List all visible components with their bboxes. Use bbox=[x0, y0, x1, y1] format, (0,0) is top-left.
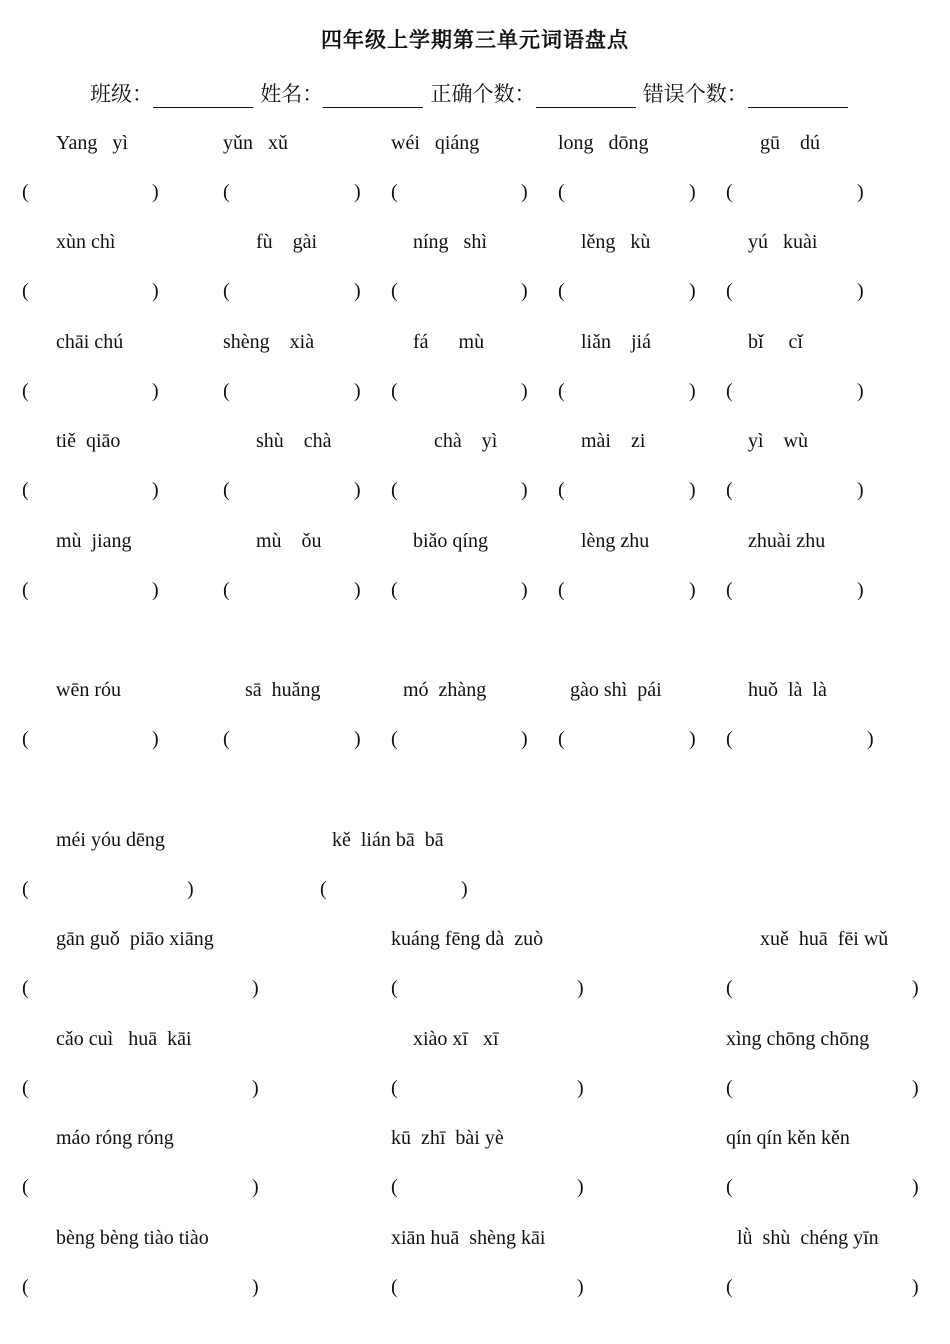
pinyin-prompt: fù gài bbox=[256, 231, 318, 253]
pinyin-prompt: Yang yì bbox=[56, 132, 128, 154]
pinyin-prompt: máo róng róng bbox=[56, 1127, 174, 1149]
pinyin-prompt: zhuài zhu bbox=[748, 530, 826, 552]
pinyin-prompt: biǎo qíng bbox=[413, 530, 488, 552]
pinyin-prompt: yì wù bbox=[748, 430, 808, 452]
pinyin-prompt: shù chà bbox=[256, 430, 332, 452]
answer-open-paren: ( bbox=[391, 181, 398, 203]
answer-blank[interactable] bbox=[32, 181, 150, 205]
answer-open-paren: ( bbox=[391, 280, 398, 302]
answer-open-paren: ( bbox=[558, 479, 565, 501]
answer-close-paren: ) bbox=[521, 728, 528, 750]
answer-close-paren: ) bbox=[354, 181, 361, 203]
answer-close-paren: ) bbox=[912, 977, 919, 999]
answer-blank[interactable] bbox=[233, 479, 352, 503]
answer-blank[interactable] bbox=[401, 977, 575, 1001]
answer-close-paren: ) bbox=[577, 1276, 584, 1298]
name-label: 姓名： bbox=[260, 82, 324, 106]
answer-blank[interactable] bbox=[401, 728, 519, 752]
wrong-count-label: 错误个数： bbox=[642, 82, 748, 106]
pinyin-prompt: xiào xī xī bbox=[413, 1028, 499, 1050]
pinyin-prompt: kū zhī bài yè bbox=[391, 1127, 504, 1149]
answer-open-paren: ( bbox=[22, 1077, 29, 1099]
answer-close-paren: ) bbox=[912, 1176, 919, 1198]
pinyin-prompt: xuě huā fēi wǔ bbox=[760, 928, 889, 950]
answer-open-paren: ( bbox=[726, 380, 733, 402]
pinyin-prompt: bǐ cǐ bbox=[748, 331, 803, 353]
pinyin-prompt: gū dú bbox=[760, 132, 820, 154]
answer-blank[interactable] bbox=[736, 977, 910, 1001]
answer-close-paren: ) bbox=[857, 280, 864, 302]
pinyin-prompt: cǎo cuì huā kāi bbox=[56, 1028, 192, 1050]
answer-open-paren: ( bbox=[22, 280, 29, 302]
answer-close-paren: ) bbox=[187, 878, 194, 900]
answer-close-paren: ) bbox=[521, 579, 528, 601]
answer-blank[interactable] bbox=[736, 380, 855, 404]
answer-open-paren: ( bbox=[223, 579, 230, 601]
answer-open-paren: ( bbox=[223, 280, 230, 302]
pinyin-prompt: gào shì pái bbox=[570, 679, 662, 701]
pinyin-prompt: mù ǒu bbox=[256, 530, 322, 552]
answer-close-paren: ) bbox=[152, 579, 159, 601]
answer-open-paren: ( bbox=[391, 579, 398, 601]
answer-close-paren: ) bbox=[152, 479, 159, 501]
pinyin-prompt: yú kuài bbox=[748, 231, 818, 253]
answer-blank[interactable] bbox=[233, 380, 352, 404]
wrong-count-field[interactable] bbox=[748, 79, 848, 108]
student-info-header bbox=[90, 78, 850, 108]
pinyin-prompt: níng shì bbox=[413, 231, 487, 253]
answer-close-paren: ) bbox=[461, 878, 468, 900]
pinyin-prompt: tiě qiāo bbox=[56, 430, 121, 452]
answer-blank[interactable] bbox=[568, 728, 687, 752]
answer-close-paren: ) bbox=[152, 728, 159, 750]
answer-close-paren: ) bbox=[152, 280, 159, 302]
answer-close-paren: ) bbox=[354, 728, 361, 750]
answer-close-paren: ) bbox=[252, 1176, 259, 1198]
answer-open-paren: ( bbox=[726, 579, 733, 601]
answer-open-paren: ( bbox=[391, 380, 398, 402]
answer-open-paren: ( bbox=[558, 380, 565, 402]
answer-close-paren: ) bbox=[912, 1077, 919, 1099]
answer-blank[interactable] bbox=[401, 579, 519, 603]
pinyin-prompt: lèng zhu bbox=[581, 530, 650, 552]
answer-blank[interactable] bbox=[736, 579, 855, 603]
answer-blank[interactable] bbox=[568, 280, 687, 304]
answer-open-paren: ( bbox=[22, 1176, 29, 1198]
correct-count-label: 正确个数： bbox=[430, 82, 536, 106]
pinyin-prompt: gān guǒ piāo xiāng bbox=[56, 928, 214, 950]
answer-close-paren: ) bbox=[354, 280, 361, 302]
answer-close-paren: ) bbox=[857, 479, 864, 501]
answer-blank[interactable] bbox=[736, 280, 855, 304]
answer-close-paren: ) bbox=[689, 579, 696, 601]
pinyin-prompt: fá mù bbox=[413, 331, 485, 353]
pinyin-prompt: yǔn xǔ bbox=[223, 132, 288, 154]
pinyin-prompt: chà yì bbox=[434, 430, 498, 452]
pinyin-prompt: chāi chú bbox=[56, 331, 124, 353]
pinyin-prompt: shèng xià bbox=[223, 331, 315, 353]
answer-open-paren: ( bbox=[22, 380, 29, 402]
answer-close-paren: ) bbox=[689, 728, 696, 750]
answer-open-paren: ( bbox=[320, 878, 327, 900]
answer-open-paren: ( bbox=[726, 280, 733, 302]
name-field[interactable] bbox=[323, 79, 423, 108]
answer-blank[interactable] bbox=[32, 878, 185, 902]
answer-close-paren: ) bbox=[354, 579, 361, 601]
answer-close-paren: ) bbox=[521, 479, 528, 501]
answer-blank[interactable] bbox=[233, 181, 352, 205]
answer-blank[interactable] bbox=[736, 479, 855, 503]
answer-blank[interactable] bbox=[401, 1077, 575, 1101]
answer-open-paren: ( bbox=[22, 977, 29, 999]
answer-blank[interactable] bbox=[32, 728, 150, 752]
answer-open-paren: ( bbox=[726, 1176, 733, 1198]
answer-blank[interactable] bbox=[736, 728, 865, 752]
answer-open-paren: ( bbox=[558, 280, 565, 302]
answer-close-paren: ) bbox=[867, 728, 874, 750]
correct-count-field[interactable] bbox=[536, 79, 636, 108]
answer-close-paren: ) bbox=[252, 1077, 259, 1099]
pinyin-prompt: liǎn jiá bbox=[581, 331, 651, 353]
answer-open-paren: ( bbox=[558, 181, 565, 203]
answer-open-paren: ( bbox=[22, 878, 29, 900]
answer-open-paren: ( bbox=[22, 579, 29, 601]
answer-blank[interactable] bbox=[401, 181, 519, 205]
answer-open-paren: ( bbox=[726, 1077, 733, 1099]
answer-open-paren: ( bbox=[223, 728, 230, 750]
answer-close-paren: ) bbox=[252, 977, 259, 999]
answer-blank[interactable] bbox=[330, 878, 459, 902]
answer-blank[interactable] bbox=[736, 1276, 910, 1300]
answer-open-paren: ( bbox=[391, 479, 398, 501]
answer-open-paren: ( bbox=[726, 728, 733, 750]
answer-blank[interactable] bbox=[401, 280, 519, 304]
answer-close-paren: ) bbox=[354, 479, 361, 501]
answer-close-paren: ) bbox=[152, 380, 159, 402]
answer-blank[interactable] bbox=[568, 579, 687, 603]
answer-close-paren: ) bbox=[912, 1276, 919, 1298]
pinyin-prompt: mó zhàng bbox=[403, 679, 487, 701]
answer-blank[interactable] bbox=[401, 380, 519, 404]
answer-open-paren: ( bbox=[223, 380, 230, 402]
pinyin-prompt: wéi qiáng bbox=[391, 132, 480, 154]
pinyin-prompt: long dōng bbox=[558, 132, 649, 154]
answer-close-paren: ) bbox=[857, 181, 864, 203]
answer-blank[interactable] bbox=[736, 1176, 910, 1200]
pinyin-prompt: mù jiang bbox=[56, 530, 132, 552]
answer-blank[interactable] bbox=[736, 181, 855, 205]
answer-close-paren: ) bbox=[152, 181, 159, 203]
answer-blank[interactable] bbox=[736, 1077, 910, 1101]
answer-open-paren: ( bbox=[223, 181, 230, 203]
answer-open-paren: ( bbox=[391, 1176, 398, 1198]
answer-close-paren: ) bbox=[521, 380, 528, 402]
answer-open-paren: ( bbox=[391, 977, 398, 999]
pinyin-prompt: xiān huā shèng kāi bbox=[391, 1227, 546, 1249]
worksheet-title: 四年级上学期第三单元词语盘点 bbox=[321, 28, 629, 52]
answer-open-paren: ( bbox=[223, 479, 230, 501]
answer-close-paren: ) bbox=[577, 1176, 584, 1198]
answer-close-paren: ) bbox=[252, 1276, 259, 1298]
pinyin-prompt: wēn róu bbox=[56, 679, 121, 701]
pinyin-prompt: lěng kù bbox=[581, 231, 651, 253]
pinyin-prompt: xìng chōng chōng bbox=[726, 1028, 870, 1050]
answer-close-paren: ) bbox=[521, 181, 528, 203]
answer-open-paren: ( bbox=[558, 579, 565, 601]
answer-close-paren: ) bbox=[577, 1077, 584, 1099]
answer-blank[interactable] bbox=[32, 1077, 250, 1101]
answer-blank[interactable] bbox=[233, 579, 352, 603]
answer-blank[interactable] bbox=[32, 280, 150, 304]
answer-open-paren: ( bbox=[22, 181, 29, 203]
answer-blank[interactable] bbox=[568, 181, 687, 205]
answer-blank[interactable] bbox=[32, 1176, 250, 1200]
pinyin-prompt: méi yóu dēng bbox=[56, 829, 165, 851]
answer-blank[interactable] bbox=[568, 479, 687, 503]
answer-blank[interactable] bbox=[32, 579, 150, 603]
answer-close-paren: ) bbox=[521, 280, 528, 302]
answer-blank[interactable] bbox=[32, 1276, 250, 1300]
answer-close-paren: ) bbox=[689, 380, 696, 402]
answer-open-paren: ( bbox=[22, 479, 29, 501]
answer-close-paren: ) bbox=[577, 977, 584, 999]
pinyin-prompt: kě lián bā bā bbox=[332, 829, 444, 851]
pinyin-prompt: sā huǎng bbox=[245, 679, 321, 701]
answer-open-paren: ( bbox=[391, 728, 398, 750]
answer-close-paren: ) bbox=[857, 380, 864, 402]
answer-close-paren: ) bbox=[857, 579, 864, 601]
pinyin-prompt: huǒ là là bbox=[748, 679, 827, 701]
answer-blank[interactable] bbox=[233, 280, 352, 304]
pinyin-prompt: xùn chì bbox=[56, 231, 116, 253]
answer-blank[interactable] bbox=[568, 380, 687, 404]
answer-close-paren: ) bbox=[689, 479, 696, 501]
pinyin-prompt: kuáng fēng dà zuò bbox=[391, 928, 544, 950]
answer-open-paren: ( bbox=[558, 728, 565, 750]
answer-open-paren: ( bbox=[726, 1276, 733, 1298]
answer-open-paren: ( bbox=[726, 977, 733, 999]
answer-blank[interactable] bbox=[401, 1276, 575, 1300]
answer-open-paren: ( bbox=[391, 1276, 398, 1298]
answer-blank[interactable] bbox=[233, 728, 352, 752]
answer-blank[interactable] bbox=[401, 479, 519, 503]
answer-blank[interactable] bbox=[32, 479, 150, 503]
class-field[interactable] bbox=[153, 79, 253, 108]
answer-close-paren: ) bbox=[689, 181, 696, 203]
pinyin-prompt: mài zi bbox=[581, 430, 646, 452]
answer-blank[interactable] bbox=[32, 380, 150, 404]
answer-close-paren: ) bbox=[689, 280, 696, 302]
answer-open-paren: ( bbox=[22, 728, 29, 750]
answer-close-paren: ) bbox=[354, 380, 361, 402]
answer-blank[interactable] bbox=[32, 977, 250, 1001]
pinyin-prompt: lǜ shù chéng yīn bbox=[737, 1227, 879, 1249]
answer-open-paren: ( bbox=[726, 479, 733, 501]
pinyin-prompt: bèng bèng tiào tiào bbox=[56, 1227, 209, 1249]
answer-open-paren: ( bbox=[726, 181, 733, 203]
answer-open-paren: ( bbox=[391, 1077, 398, 1099]
pinyin-prompt: qín qín kěn kěn bbox=[726, 1127, 850, 1149]
class-label: 班级： bbox=[90, 82, 153, 106]
answer-blank[interactable] bbox=[401, 1176, 575, 1200]
answer-open-paren: ( bbox=[22, 1276, 29, 1298]
